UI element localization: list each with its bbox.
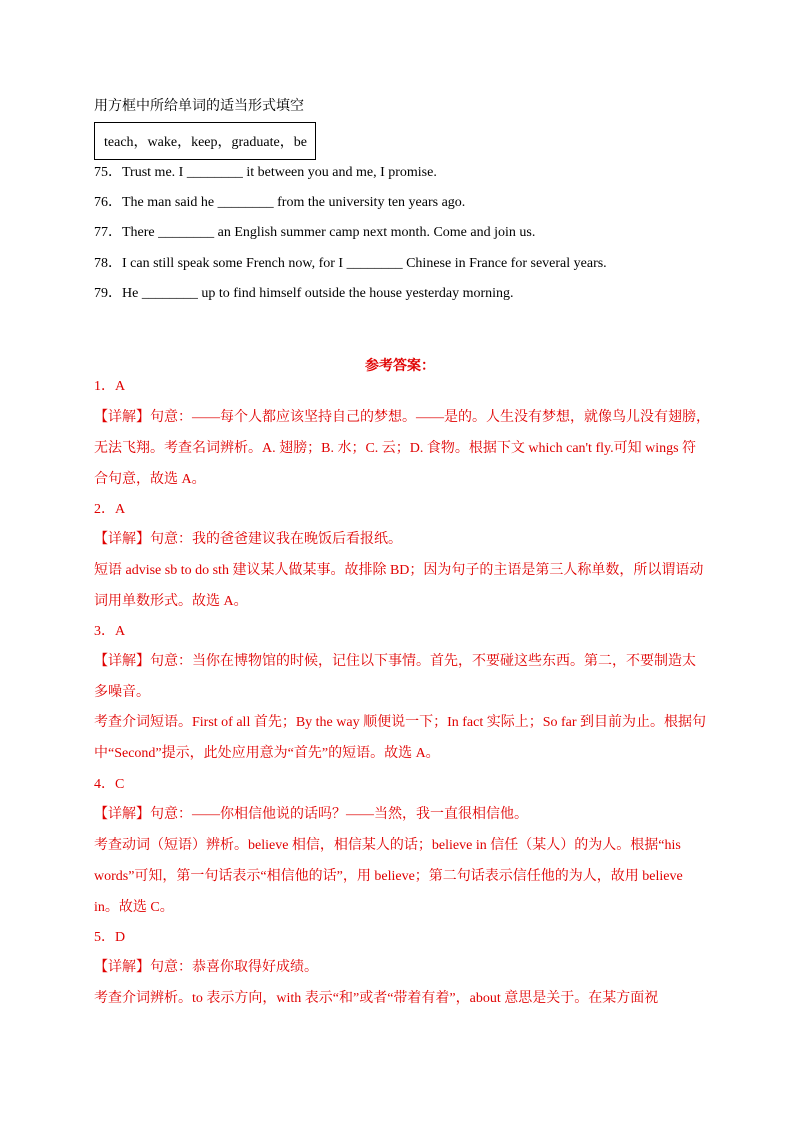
answer-line: 【详解】句意：恭喜你取得好成绩。 — [94, 960, 318, 975]
answer-line: 【详解】句意：我的爸爸建议我在晚饭后看报纸。 — [94, 532, 402, 547]
answer-number: 3．A — [94, 624, 126, 639]
question-78: 78．I can still speak some French now, for I ________ Chinese in France for several years. — [94, 256, 607, 271]
answer-number: 5．D — [94, 930, 126, 945]
answer-number: 4．C — [94, 777, 125, 792]
answer-line: 合句意，故选 A。 — [94, 472, 206, 487]
answer-line: words”可知，第一句话表示“相信他的话”，用 believe；第二句话表示信任他的为人，故用 believe — [94, 869, 683, 884]
answer-line: 词用单数形式。故选 A。 — [94, 594, 248, 609]
instruction-text: 用方框中所给单词的适当形式填空 — [94, 99, 304, 114]
answer-line: 短语 advise sb to do sth 建议某人做某事。故排除 BD；因为句子的主语是第三人称单数，所以谓语动 — [94, 563, 704, 578]
answers-title: 参考答案： — [365, 359, 435, 374]
word-box — [94, 122, 316, 160]
answer-line: 【详解】句意：——你相信他说的话吗？——当然，我一直很相信他。 — [94, 807, 528, 822]
answer-line: 考查介词短语。First of all 首先；By the way 顺便说一下；In fact 实际上；So far 到目前为止。根据句 — [94, 715, 707, 730]
answer-number: 2．A — [94, 502, 126, 517]
answer-line: 多噪音。 — [94, 685, 150, 700]
question-75: 75．Trust me. I ________ it between you and me, I promise. — [94, 165, 437, 180]
answer-line: 【详解】句意：当你在博物馆的时候，记住以下事情。首先，不要碰这些东西。第二，不要制造太 — [94, 654, 696, 669]
answer-line: 中“Second”提示，此处应用意为“首先”的短语。故选 A。 — [94, 746, 440, 761]
answer-line: 无法飞翔。考查名词辨析。A. 翅膀；B. 水；C. 云；D. 食物。根据下文 which can't fly.可知 wings 符 — [94, 441, 697, 456]
question-79: 79．He ________ up to find himself outside the house yesterday morning. — [94, 286, 514, 301]
question-76: 76．The man said he ________ from the university ten years ago. — [94, 195, 466, 210]
question-77: 77．There ________ an English summer camp next month. Come and join us. — [94, 225, 536, 240]
answer-line: 考查动词（短语）辨析。believe 相信，相信某人的话；believe in 信任（某人）的为人。根据“his — [94, 838, 681, 853]
answer-line: 考查介词辨析。to 表示方向，with 表示“和”或者“带着有着”，about 意思是关于。在某方面祝 — [94, 991, 659, 1006]
answer-line: in。故选 C。 — [94, 900, 174, 915]
answer-number: 1．A — [94, 379, 126, 394]
answer-line: 【详解】句意：——每个人都应该坚持自己的梦想。——是的。人生没有梦想，就像鸟儿没有翅膀， — [94, 410, 710, 425]
word-box-text: teach，wake，keep，graduate，be — [104, 135, 307, 150]
